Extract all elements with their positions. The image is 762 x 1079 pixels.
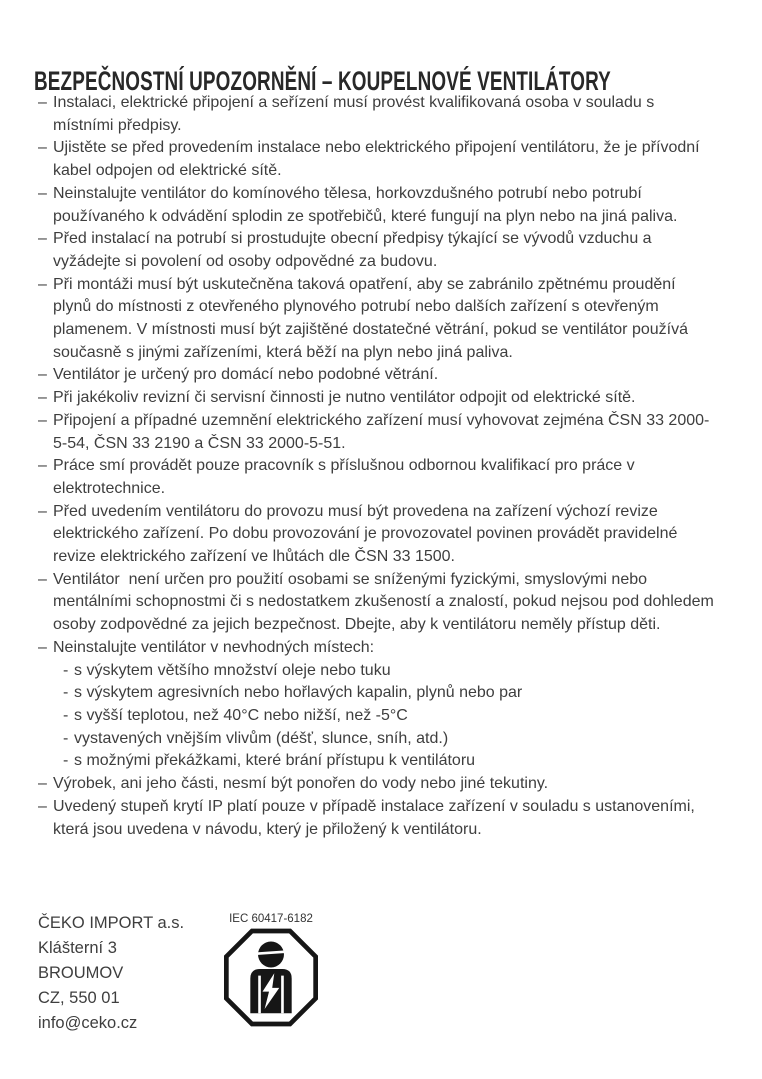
company-address-block — [38, 911, 184, 1036]
sub-list-item — [63, 660, 714, 683]
footer — [38, 911, 313, 1036]
address-city: BROUMOV — [38, 964, 124, 982]
sub-list-item — [63, 728, 714, 751]
iec-standard-label: IEC 60417-6182 — [229, 913, 313, 925]
company-name: ČEKO IMPORT a.s. — [38, 914, 185, 932]
bullet-dash: – — [38, 638, 47, 656]
safety-warning-list — [38, 92, 719, 841]
list-item — [38, 137, 714, 182]
address-street: Klášterní 3 — [38, 939, 117, 957]
sub-list-item-text: s vyšší teplotou, než 40°C nebo nižší, než -5°C — [74, 706, 408, 724]
list-item-text: Před instalací na potrubí si prostudujte obecní předpisy týkající se vývodů vzduchu a vyžádejte si povolení od osoby odpovědné za budovu. — [53, 230, 657, 270]
list-item — [38, 274, 714, 365]
sub-list-item — [63, 682, 714, 705]
list-item — [38, 796, 714, 841]
bullet-dash: – — [38, 275, 47, 293]
list-item — [38, 501, 714, 569]
list-item — [38, 455, 714, 500]
bullet-dash: – — [38, 366, 47, 384]
sub-bullet-dash: - — [63, 684, 69, 702]
list-item-text: Při jakékoliv revizní či servisní činnosti je nutno ventilátor odpojit od elektrické sítě. — [53, 389, 636, 407]
bullet-dash: – — [38, 570, 47, 588]
list-item — [38, 387, 714, 410]
sub-list — [63, 660, 714, 774]
list-item-text: Připojení a případné uzemnění elektrického zařízení musí vyhovovat zejména ČSN 33 2000-5-54, ČSN 33 2190 a ČSN 33 2000-5-51. — [53, 411, 710, 452]
list-item-text: Neinstalujte ventilátor do komínového tělesa, horkovzdušného potrubí nebo potrubí používaného k odvádění splodin ze spotřebičů, které fungují na plyn nebo na jiná paliva. — [53, 184, 678, 225]
bullet-dash: – — [38, 184, 47, 202]
email-text: info@ceko.cz — [38, 1014, 138, 1032]
sub-list-item-text: s možnými překážkami, které brání přístupu k ventilátoru — [74, 752, 476, 770]
list-item — [38, 773, 714, 796]
bullet-dash: – — [38, 797, 47, 815]
sub-bullet-dash: - — [63, 706, 69, 724]
bullet-dash: – — [38, 139, 47, 157]
electrician-icon — [224, 928, 318, 1027]
bullet-dash: – — [38, 230, 47, 248]
bullet-dash: – — [38, 775, 47, 793]
sub-list-item — [63, 750, 714, 773]
bullet-dash: – — [38, 94, 47, 111]
list-item — [38, 569, 719, 637]
list-item-text: Práce smí provádět pouze pracovník s příslušnou odbornou kvalifikací pro práce v elektrotechnice. — [53, 457, 640, 497]
page-title: BEZPEČNOSTNÍ UPOZORNĚNÍ – KOUPELNOVÉ VENTILÁTORY — [34, 66, 611, 97]
sub-list-item-text: vystavených vnějším vlivům (déšť, slunce, sníh, atd.) — [74, 729, 449, 747]
iec-symbol-block — [224, 913, 318, 1027]
list-item-text: Při montáži musí být uskutečněna taková opatření, aby se zabránilo zpětnému proudění plynů do místnosti z otevřeného plynového potrubí nebo dalších zařízení s otevřeným plamenem. V místnosti musí být zajištěné dostatečné větrání, pokud se ventilátor používá současně s jinými zařízeními, která běží na plyn nebo jiná paliva. — [53, 275, 693, 361]
sub-bullet-dash: - — [63, 752, 69, 770]
sub-list-item-text: s výskytem agresivních nebo hořlavých kapalin, plynů nebo par — [74, 684, 523, 702]
list-item-text: Instalaci, elektrické připojení a seřízení musí provést kvalifikovaná osoba v souladu s místními předpisy. — [53, 94, 659, 134]
bullet-dash: – — [38, 502, 47, 520]
list-item-text: Uvedený stupeň krytí IP platí pouze v případě instalace zařízení v souladu s ustanoveními, která jsou uvedena v návodu, který je přiložený k ventilátoru. — [53, 797, 700, 838]
list-item-text: Neinstalujte ventilátor v nevhodných místech: — [53, 638, 375, 656]
sub-list-item — [63, 705, 714, 728]
list-item-text: Výrobek, ani jeho části, nesmí být ponořen do vody nebo jiné tekutiny. — [53, 775, 549, 793]
sub-bullet-dash: - — [63, 661, 69, 679]
bullet-dash: – — [38, 457, 47, 475]
address-postal: CZ, 550 01 — [38, 989, 120, 1007]
list-item — [38, 410, 714, 455]
list-item — [38, 228, 714, 273]
list-item-text: Ventilátor není určen pro použití osobami se sníženými fyzickými, smyslovými nebo mentálními schopnostmi či s nedostatkem zkušeností a znalostí, pokud nejsou pod dohledem osoby zodpovědné za jejich bezpečnost. Dbejte, aby k ventilátoru neměly přístup děti. — [53, 570, 719, 634]
list-item — [38, 183, 714, 228]
list-item-text: Ventilátor je určený pro domácí nebo podobné větrání. — [53, 366, 439, 384]
list-item — [38, 92, 714, 137]
sub-bullet-dash: - — [63, 729, 69, 747]
sub-list-item-text: s výskytem většího množství oleje nebo tuku — [74, 661, 391, 679]
list-item — [38, 364, 714, 387]
list-item — [38, 637, 714, 773]
list-item-text: Před uvedením ventilátoru do provozu musí být provedena na zařízení výchozí revize elektrického zařízení. Po dobu provozování je provozovatel povinen provádět pravidelné revize elektrického zařízení ve lhůtách dle ČSN 33 1500. — [53, 502, 682, 566]
list-item-text: Ujistěte se před provedením instalace nebo elektrického připojení ventilátoru, že je přívodní kabel odpojen od elektrické sítě. — [53, 139, 705, 180]
bullet-dash: – — [38, 411, 47, 429]
bullet-dash: – — [38, 389, 47, 407]
